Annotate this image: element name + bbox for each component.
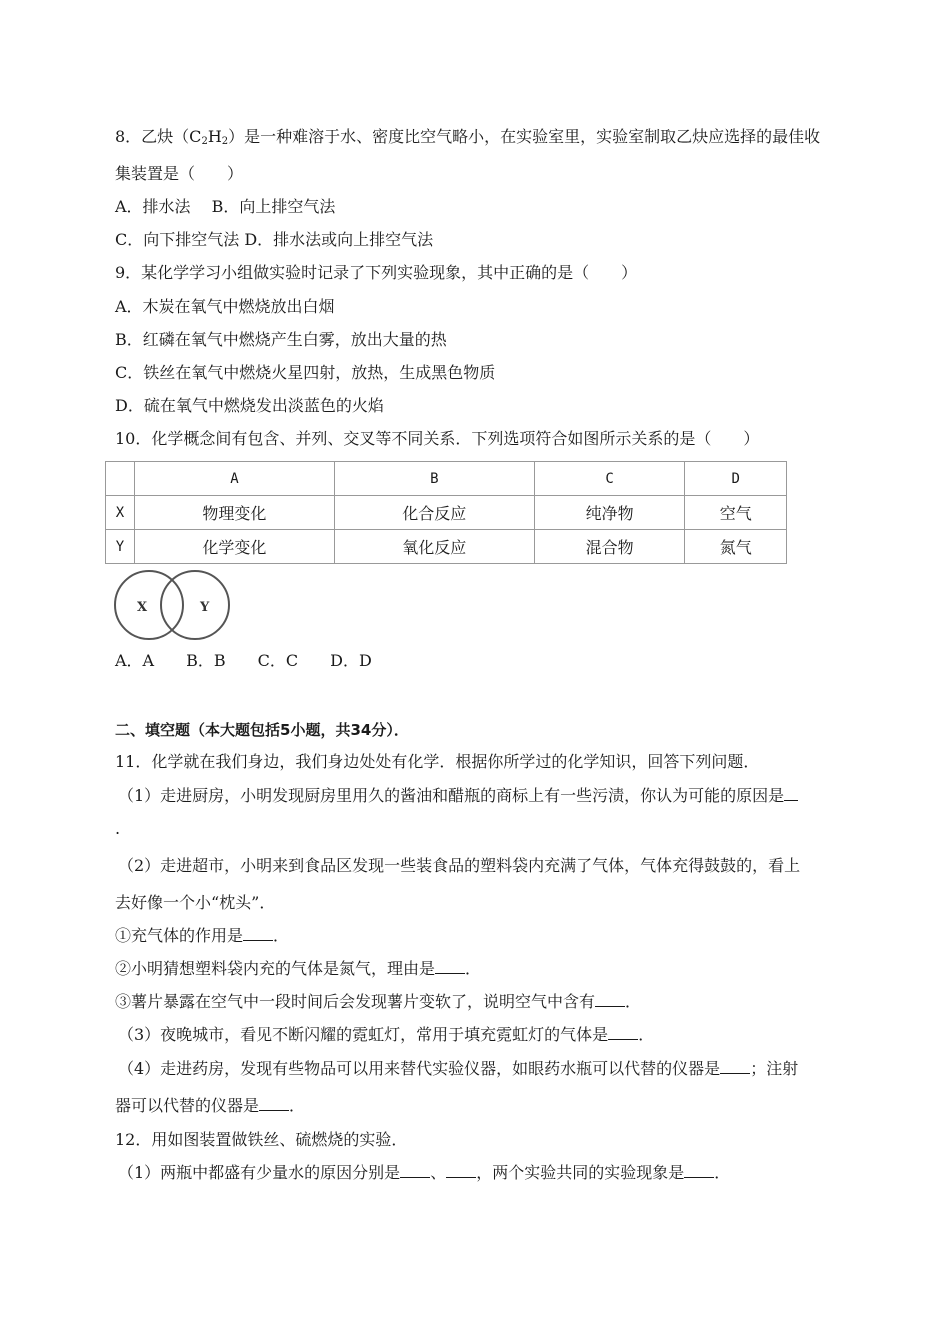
table-cell: 化合反应 (334, 496, 534, 530)
table-header-cell: C (534, 462, 685, 496)
q11-part4-line2: 器可以代替的仪器是 ． (115, 1096, 306, 1115)
q11-stem: 11．化学就在我们身边，我们身边处处有化学．根据你所学过的化学知识，回答下列问题． (115, 752, 760, 771)
table-cell: Y (106, 530, 135, 564)
table-header-cell: A (135, 462, 335, 496)
q9-option-c: C．铁丝在氧气中燃烧火星四射，放热，生成黑色物质 (115, 363, 496, 382)
q8-stem-line2: 集装置是（ ） (115, 164, 244, 183)
table-cell: 化学变化 (135, 530, 335, 564)
answer-blank[interactable] (608, 1025, 638, 1040)
answer-blank[interactable] (435, 959, 465, 974)
q9-option-d: D．硫在氧气中燃烧发出淡蓝色的火焰 (115, 396, 384, 415)
q9-stem: 9．某化学学习小组做实验时记录了下列实验现象，其中正确的是（ ） (115, 263, 638, 282)
q9-option-a: A．木炭在氧气中燃烧放出白烟 (115, 297, 335, 316)
q11-part2-line1: （2）走进超市，小明来到食品区发现一些装食品的塑料袋内充满了气体，气体充得鼓鼓的，看上 (118, 856, 801, 875)
venn-circle-x (115, 571, 183, 639)
q11-item2: ②小明猜想塑料袋内充的气体是氮气，理由是 ． (115, 959, 482, 978)
q8-options-cd: C．向下排空气法 D．排水法或向上排空气法 (115, 230, 434, 249)
venn-label-y: Y (200, 600, 210, 615)
q11-part1: （1）走进厨房，小明发现厨房里用久的酱油和醋瓶的商标上有一些污渍，你认为可能的原因是 (118, 785, 798, 807)
q11-part1-end: . (115, 819, 121, 838)
q11-item3: ③薯片暴露在空气中一段时间后会发现薯片变软了，说明空气中含有 ． (115, 992, 642, 1011)
table-cell: 纯净物 (534, 496, 685, 530)
q8-options-ab: A．排水法 B．向上排空气法 (115, 197, 336, 216)
table-cell: 空气 (685, 496, 787, 530)
venn-diagram (113, 568, 233, 644)
answer-blank[interactable] (720, 1059, 750, 1074)
section-heading: 二、填空题（本大题包括5小题，共34分）． (115, 721, 409, 739)
table-header-cell: B (334, 462, 534, 496)
q8-stem-line1: 8．乙炔$(C_2H_2)$是一种难溶于水、密度比空气略小，在实验室里，实验室制取乙炔应选择的最佳收 (115, 127, 821, 147)
table-cell: 物理变化 (135, 496, 335, 530)
answer-blank[interactable] (259, 1096, 289, 1111)
venn-label-x: X (137, 600, 148, 615)
answer-blank[interactable] (595, 992, 625, 1007)
q11-part4-line1: （4）走进药房，发现有些物品可以用来替代实验仪器，如眼药水瓶可以代替的仪器是 ；注射 (118, 1059, 799, 1078)
q12-part1: （1）两瓶中都盛有少量水的原因分别是 、 ，两个实验共同的实验现象是 ． (118, 1163, 731, 1182)
q11-item1: ①充气体的作用是 ． (115, 926, 290, 945)
table-header-row (106, 462, 787, 496)
answer-blank[interactable] (446, 1163, 476, 1178)
q12-stem: 12．用如图装置做铁丝、硫燃烧的实验． (115, 1130, 408, 1149)
table-row (106, 530, 787, 564)
q10-options: A．A B．B C．C D．D (115, 651, 372, 670)
answer-blank[interactable] (684, 1163, 714, 1178)
q9-option-b: B．红磷在氧气中燃烧产生白雾，放出大量的热 (115, 330, 447, 349)
answer-blank[interactable] (400, 1163, 430, 1178)
table-header-cell (106, 462, 135, 496)
table-cell: 混合物 (534, 530, 685, 564)
table-header-cell: D (685, 462, 787, 496)
answer-blank[interactable] (243, 926, 273, 941)
table-cell: 氮气 (685, 530, 787, 564)
table-row (106, 496, 787, 530)
q11-part2-line2: 去好像一个小“枕头”． (115, 893, 276, 912)
q11-part3: （3）夜晚城市，看见不断闪耀的霓虹灯，常用于填充霓虹灯的气体是 ． (118, 1025, 655, 1044)
q10-stem: 10．化学概念间有包含、并列、交叉等不同关系．下列选项符合如图所示关系的是（ ） (115, 429, 760, 448)
answer-blank[interactable] (784, 786, 798, 801)
table-cell: X (106, 496, 135, 530)
table-cell: 氧化反应 (334, 530, 534, 564)
venn-circle-y (161, 571, 229, 639)
q10-option-table (105, 461, 787, 564)
